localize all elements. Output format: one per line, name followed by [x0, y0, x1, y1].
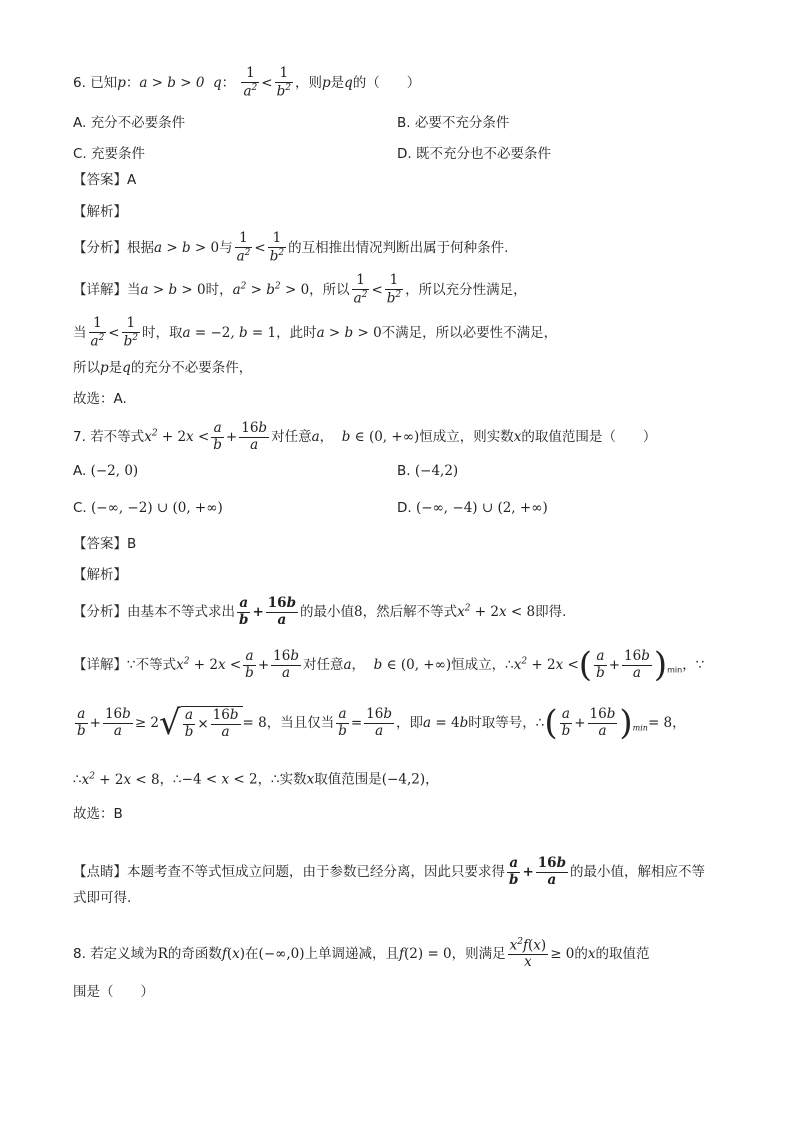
fraction: $\frac{16b}{a}$ [267, 595, 297, 628]
q7-option-d[interactable]: D. (−∞, −4) ∪ (2, +∞) [397, 500, 548, 516]
fraction: $\frac{16b}{a}$ [241, 420, 268, 453]
q6-xiangjie: 【详解】当a > b > 0时，$a^2 > b^2 > 0$，所以 $\frac{1}{a^2}$ < $\frac{1}{b^2}$ ，所以充分性满足， [73, 272, 527, 307]
square-root: √ $\frac{a}{b}$ × $\frac{16b}{a}$ [159, 706, 242, 740]
q8-stem: 8. 若定义域为R的奇函数f(x)在(−∞,0)上单调递减，且f(2) = 0，则满足 $\frac{x^2f(x)}{x}$ ≥ 0的x的取值范 [73, 937, 650, 971]
q7-analysis-label: 【解析】 [73, 567, 127, 583]
fraction: $\frac{a}{b}$ [338, 706, 347, 739]
q7-stem: 7. 若不等式$x^2 + 2x$ < $\frac{a}{b}$ + $\frac{16b}{a}$ 对任意a， b ∈ (0, +∞)恒成立，则实数x的取值范围是（ ） [73, 420, 657, 453]
q8-number: 8. [73, 945, 86, 962]
fraction: $\frac{a}{b}$ [561, 706, 571, 739]
fraction: $\frac{a}{b}$ [245, 647, 254, 681]
q6-option-b[interactable]: B. 必要不充分条件 [397, 115, 510, 131]
q7-option-c[interactable]: C. (−∞, −2) ∪ (0, +∞) [73, 500, 223, 516]
q7-detail-line3: $\therefore x^2 + 2x < 8$，∴−4 < x < 2，∴实数x取值范围是(−4,2)， [73, 771, 439, 788]
q6-option-d[interactable]: D. 既不充分也不必要条件 [397, 146, 551, 162]
q6-number: 6. [73, 74, 86, 91]
fraction: $\frac{1}{a^2}$ [243, 65, 258, 100]
fraction: $\frac{1}{b^2}$ [276, 65, 291, 100]
q7-choose: 故选：B [73, 806, 123, 822]
q7-xiangjie: 【详解】∵不等式$x^2 + 2x$ < $\frac{a}{b}$ + $\frac{16b}{a}$ 对任意a， b ∈ (0, +∞)恒成立，$\therefore x^2 + 2x$ <( $\frac{a}{b}$ + $\frac{16b}{a}$ )$_{min}$，∵ [73, 645, 705, 685]
fraction: $\frac{1}{a^2}$ [236, 230, 251, 265]
q6-option-a[interactable]: A. 充分不必要条件 [73, 115, 186, 131]
q6-analysis-label: 【解析】 [73, 204, 127, 220]
fraction: $\frac{a}{b}$ [213, 420, 222, 453]
fraction: $\frac{a}{b}$ [77, 706, 86, 739]
q7-option-a[interactable]: A. (−2, 0) [73, 463, 139, 479]
q7-answer: 【答案】B [73, 536, 137, 552]
q7-dianjing: 【点睛】本题考查不等式恒成立问题，由于参数已经分离，因此只要求得 $\frac{a}{b}$ + $\frac{16b}{a}$ 的最小值，解相应不等 [73, 855, 706, 888]
q6-stem: 6. 已知p：a > b > 0 q： $\frac{1}{a^2}$ < $\frac{1}{b^2}$ ，则p是q的（ ） [73, 65, 421, 100]
fraction: $\frac{16b}{a}$ [624, 647, 650, 681]
q6-option-c[interactable]: C. 充要条件 [73, 146, 146, 162]
q6-choose: 故选：A. [73, 391, 127, 407]
q7-option-b[interactable]: B. (−4,2) [397, 463, 459, 479]
q6-detail-line2: 当 $\frac{1}{a^2}$ < $\frac{1}{b^2}$ 时，取a = −2, b = 1，此时a > b > 0不满足，所以必要性不满足， [73, 315, 558, 350]
fraction: $\frac{1}{b^2}$ [386, 272, 402, 307]
fraction: $\frac{a}{b}$ [509, 855, 519, 888]
fraction: $\frac{1}{b^2}$ [123, 315, 138, 350]
fraction: $\frac{a}{b}$ [239, 595, 249, 628]
q6-detail-line3: 所以p是q的充分不必要条件， [73, 360, 253, 376]
fraction: $\frac{1}{a^2}$ [353, 272, 368, 307]
q6-fenxi: 【分析】根据a > b > 0与 $\frac{1}{a^2}$ < $\frac{1}{b^2}$ 的互相推出情况判断出属于何种条件. [73, 230, 509, 265]
fraction: $\frac{16b}{a}$ [589, 706, 616, 739]
q7-number: 7. [73, 429, 86, 446]
q6-answer: 【答案】A [73, 172, 137, 188]
fraction: $\frac{16b}{a}$ [537, 855, 567, 888]
fraction: $\frac{16b}{a}$ [273, 647, 299, 681]
q7-dianjing-line2: 式即可得. [73, 890, 132, 906]
fraction: $\frac{1}{b^2}$ [269, 230, 285, 265]
q8-stem-line2: 围是（ ） [73, 984, 154, 1000]
q7-detail-line2: $\frac{a}{b}$ + $\frac{16b}{a}$ ≥ 2√ $\frac{a}{b}$ × $\frac{16b}{a}$ = 8，当且仅当 $\frac{a}{b}$ = $\frac{16b}{a}$ ，即a = 4b时取等号，∴( $\frac{a}{b}$ + $\frac{16b}{a}$ )$_{min}= 8$， [77, 703, 686, 744]
fraction: $\frac{16b}{a}$ [366, 706, 393, 739]
fraction: $\frac{a}{b}$ [596, 647, 605, 681]
q7-fenxi: 【分析】由基本不等式求出 $\frac{a}{b}$ + $\frac{16b}{a}$ 的最小值8，然后解不等式$x^2 + 2x < 8$即得. [73, 595, 567, 628]
fraction: $\frac{1}{a^2}$ [90, 315, 105, 350]
fraction: $\frac{x^2f(x)}{x}$ [509, 937, 547, 971]
fraction: $\frac{16b}{a}$ [104, 706, 131, 739]
